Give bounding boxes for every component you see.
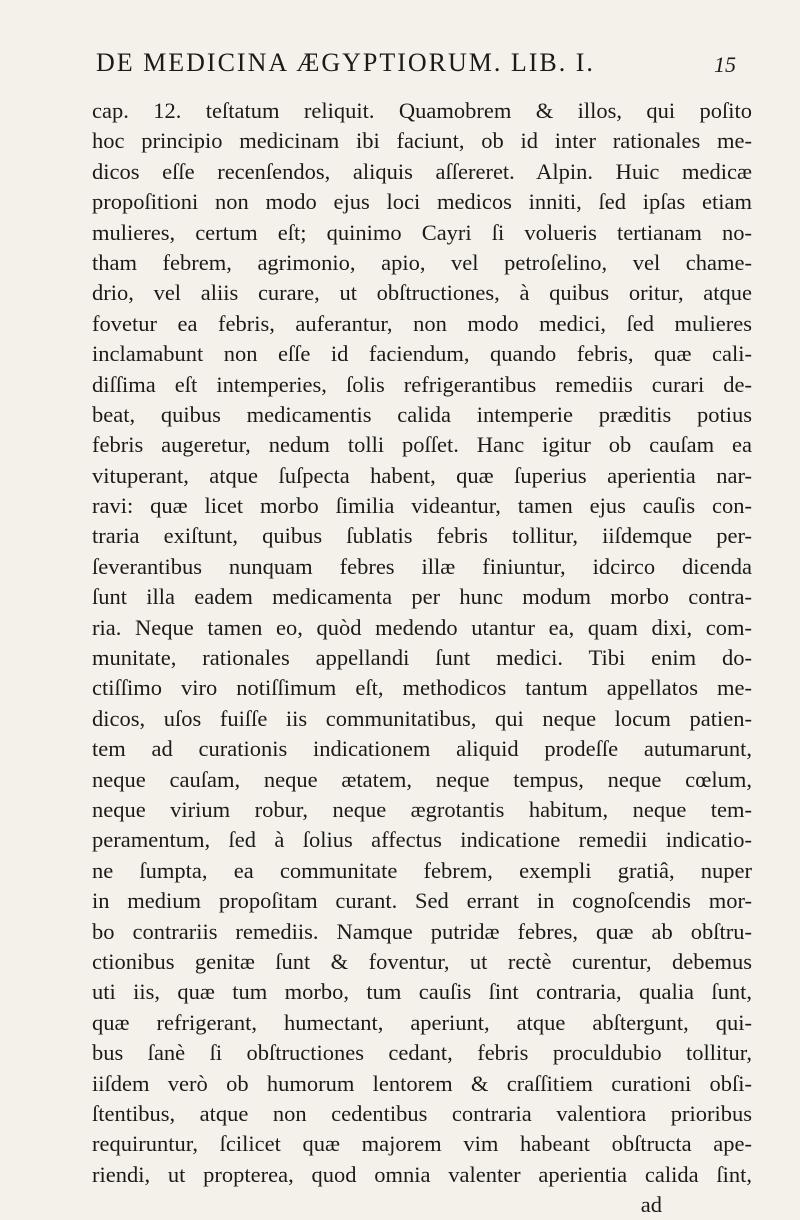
text-line: ſeverantibus nunquam febres illæ finiuntur, idcirco dicenda [92,553,752,579]
text-line: ſtentibus, atque non cedentibus contraria valentiora prioribus [92,1100,752,1126]
text-line: propoſitioni non modo ejus loci medicos inniti, ſed ipſas etiam [92,189,752,215]
text-line: dicos eſſe recenſendos, aliquis aſſereret. Alpin. Huic medicæ [92,158,752,184]
page-number: 15 [714,52,736,77]
text-line: riendi, ut propterea, quod omnia valenter aperientia calida ſint, [92,1161,752,1187]
text-line: drio, vel aliis curare, ut obſtructiones, à quibus oritur, atque [92,280,752,306]
text-line: traria exiſtunt, quibus ſublatis febris tollitur, iiſdemque per- [92,523,752,549]
text-line: tham febrem, agrimonio, apio, vel petroſelino, vel chame- [92,249,752,275]
text-line: bo contrariis remediis. Namque putridæ febres, quæ ab obſtru- [92,918,752,944]
text-line: mulieres, certum eſt; quinimo Cayri ſi volueris tertianam no- [92,219,752,245]
text-line: diſſima eſt intemperies, ſolis refrigerantibus remediis curari de- [92,371,752,397]
text-line: peramentum, ſed à ſolius affectus indicatione remedii indicatio- [92,827,752,853]
text-line: hoc principio medicinam ibi faciunt, ob id inter rationales me- [92,128,752,154]
body-text [92,96,752,1220]
text-line: in medium propoſitam curant. Sed errant in cognoſcendis mor- [92,888,752,914]
running-title: DE MEDICINA ÆGYPTIORUM. LIB. I. [96,48,595,77]
text-line: uti iis, quæ tum morbo, tum cauſis ſint contraria, qualia ſunt, [92,979,752,1005]
text-line: ria. Neque tamen eo, quòd medendo utantur ea, quam dixi, com- [92,614,752,640]
text-line: munitate, rationales appellandi ſunt medici. Tibi enim do- [92,645,752,671]
catchword: ad [640,1192,662,1218]
text-line: iiſdem verò ob humorum lentorem & craſſitiem curationi obſi- [92,1070,752,1096]
text-line: cap. 12. teſtatum reliquit. Quamobrem & illos, qui poſito [92,98,752,123]
text-line: ravi: quæ licet morbo ſimilia videantur, tamen ejus cauſis con- [92,493,752,519]
text-line: bus ſanè ſi obſtructiones cedant, febris proculdubio tollitur, [92,1040,752,1066]
text-line: ne ſumpta, ea communitate febrem, exempli gratiâ, nuper [92,857,752,883]
text-line: neque cauſam, neque ætatem, neque tempus, neque cœlum, [92,766,752,792]
text-line: ctiſſimo viro notiſſimum eſt, methodicos tantum appellatos me- [92,675,752,701]
text-line: febris augeretur, nedum tolli poſſet. Hanc igitur ob cauſam ea [92,432,752,458]
text-line: vituperant, atque ſuſpecta habent, quæ ſuperius aperientia nar- [92,462,752,488]
text-line: ſunt illa eadem medicamenta per hunc modum morbo contra- [92,584,752,610]
text-line: beat, quibus medicamentis calida intemperie præditis potius [92,401,752,427]
text-line: requiruntur, ſcilicet quæ majorem vim habeant obſtructa ape- [92,1131,752,1157]
text-line: quæ refrigerant, humectant, aperiunt, atque abſtergunt, qui- [92,1009,752,1035]
text-line: neque virium robur, neque ægrotantis habitum, neque tem- [92,796,752,822]
text-line: tem ad curationis indicationem aliquid prodeſſe autumarunt, [92,736,752,762]
text-line: ctionibus genitæ ſunt & foventur, ut rectè curentur, debemus [92,948,752,974]
text-line: dicos, uſos fuiſſe iis communitatibus, qui neque locum patien- [92,705,752,731]
running-head [96,44,736,84]
text-line: fovetur ea febris, auferantur, non modo medici, ſed mulieres [92,310,752,336]
text-line: inclamabunt non eſſe id faciendum, quando febris, quæ cali- [92,341,752,367]
